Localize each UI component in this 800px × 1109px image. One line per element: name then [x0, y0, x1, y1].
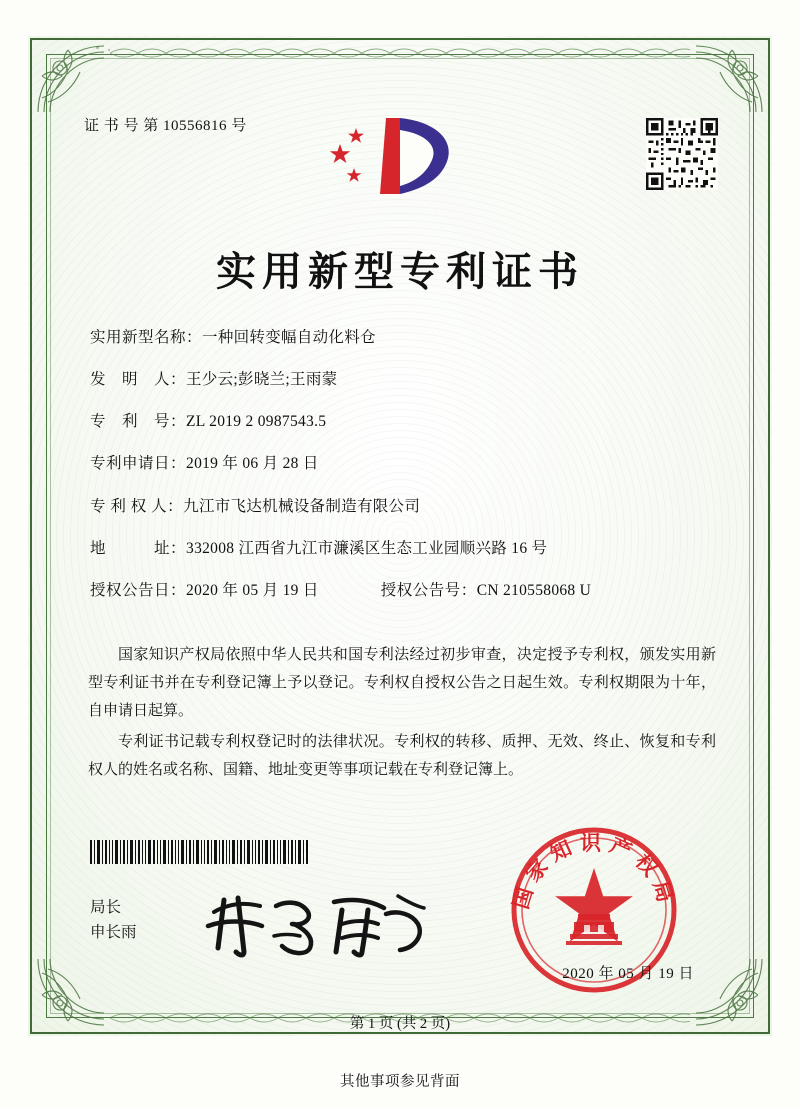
field-value: 332008 江西省九江市濂溪区生态工业园顺兴路 16 号	[186, 539, 548, 557]
signature-title-line1: 局长	[90, 899, 122, 916]
page-number: 第 1 页 (共 2 页)	[349, 1016, 451, 1032]
field-label: 发 明 人：	[90, 371, 187, 389]
field-value: 王少云;彭晓兰;王雨蒙	[186, 371, 338, 389]
signature-title-line2: 申长雨	[90, 923, 137, 941]
field-row-patentee	[90, 497, 714, 517]
field-row-inventors	[90, 370, 714, 390]
grant-number-label: 授权公告号：	[380, 581, 477, 599]
field-label: 专 利 号：	[90, 413, 187, 431]
field-value: 九江市飞达机械设备制造有限公司	[183, 497, 421, 515]
grant-date-label: 授权公告日：	[90, 581, 187, 599]
signature-title	[90, 896, 137, 946]
qr-code-icon	[646, 118, 718, 190]
field-row-name	[90, 328, 714, 348]
barcode-icon	[90, 840, 310, 864]
field-label: 专利申请日：	[90, 455, 187, 473]
field-value: 一种回转变幅自动化料仓	[202, 329, 376, 346]
field-list	[90, 328, 714, 623]
field-label: 专 利 权 人：	[90, 497, 184, 515]
field-row-patent-no	[90, 412, 714, 432]
field-label: 实用新型名称：	[90, 329, 203, 346]
certificate-number: 证 书 号 第 10556816 号	[84, 118, 247, 134]
grant-number-value: CN 210558068 U	[476, 581, 592, 599]
body-text	[88, 642, 716, 789]
field-label: 地 址：	[90, 539, 187, 557]
field-row-address	[90, 539, 714, 559]
grant-date-value: 2020 年 05 月 19 日	[186, 581, 319, 599]
seal-date: 2020 年 05 月 19 日	[562, 966, 694, 982]
edge-ornament-icon	[110, 44, 690, 62]
handwritten-signature-icon	[202, 890, 442, 960]
field-value: ZL 2019 2 0987543.5	[186, 413, 327, 431]
cnipa-logo-icon	[330, 116, 460, 206]
field-row-grant	[90, 581, 714, 601]
certificate-content	[62, 70, 738, 1032]
field-row-application-date	[90, 454, 714, 474]
field-value: 2019 年 06 月 28 日	[186, 455, 319, 473]
paragraph: 专利证书记载专利权登记时的法律状况。专利权的转移、质押、无效、终止、恢复和专利权人的姓名或名称、国籍、地址变更等事项记载在专利登记簿上。	[88, 734, 716, 778]
svg-text:国家知识产权局: 国家知识产权局	[507, 830, 681, 912]
paragraph: 国家知识产权局依照中华人民共和国专利法经过初步审查，决定授予专利权，颁发实用新型专利证书并在专利登记簿上予以登记。专利权自授权公告之日起生效。专利权期限为十年，自申请日起算。	[88, 647, 716, 719]
page-title: 实用新型专利证书	[216, 248, 584, 295]
back-side-note: 其他事项参见背面	[340, 1074, 460, 1090]
